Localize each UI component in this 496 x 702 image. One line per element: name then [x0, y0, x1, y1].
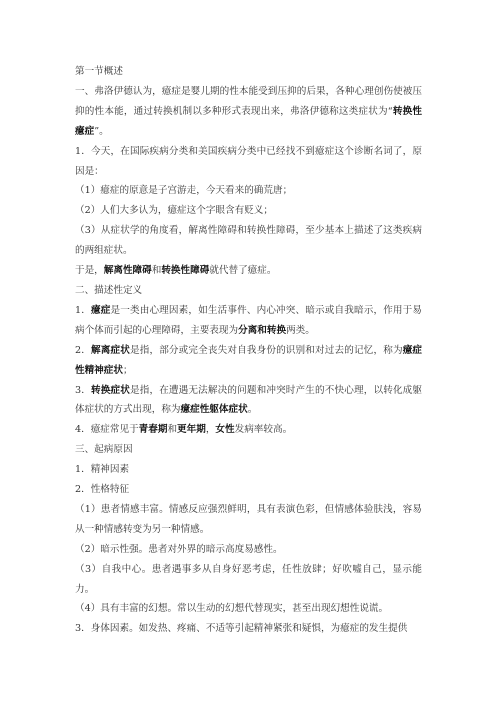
bold-term: 青春期 — [138, 424, 168, 436]
bold-term: 癔症 — [91, 304, 111, 316]
text-run: 3． — [75, 384, 91, 396]
paragraph — [75, 540, 422, 560]
paragraph — [75, 201, 422, 221]
text-run: 两类。 — [286, 324, 315, 336]
bold-term: 转换性癔症 — [75, 105, 423, 137]
text-run: （3）自我中心。患者遇事多从自身好恶考虑，任性放肆；好吹嘘自己，显示能力。 — [75, 563, 422, 595]
paragraph — [75, 619, 422, 639]
paragraph — [75, 599, 422, 619]
paragraph — [75, 480, 422, 500]
text-run: 发病率较高。 — [234, 424, 293, 436]
text-run: （2）人们大多认为，癔症这个字眼含有贬义； — [75, 205, 273, 217]
text-run: 1． — [75, 304, 91, 316]
text-run: 1．今天，在国际疾病分类和美国疾病分类中已经找不到癔症这个诊断名词了，原因是： — [75, 145, 422, 177]
paragraph — [75, 560, 422, 600]
text-run: 是指，在遭遇无法解决的问题和冲突时产生的不快心理，以转化成躯体症状的方式出现，称为 — [75, 384, 423, 416]
paragraph — [75, 142, 422, 182]
document-body — [75, 62, 422, 639]
bold-term: 癔症性精神症状 — [75, 344, 423, 376]
text-run: 于是， — [75, 265, 104, 277]
text-run: ”。 — [94, 125, 109, 137]
bold-term: 解离症状 — [91, 344, 130, 356]
paragraph — [75, 221, 422, 261]
paragraph — [75, 341, 422, 381]
paragraph — [75, 62, 422, 82]
bold-term: 转换性障碍 — [161, 265, 210, 277]
text-run: 。 — [247, 404, 258, 416]
text-run: 和 — [151, 265, 162, 277]
text-run: 2． — [75, 344, 91, 356]
text-run: 2．性格特征 — [75, 484, 130, 496]
text-run: （2）暗示性强。患者对外界的暗示高度易感性。 — [75, 543, 283, 555]
bold-term: 分离和转换 — [238, 324, 287, 336]
text-run: 是指，部分或完全丧失对自我身份的识别和对过去的记忆，称为 — [129, 344, 403, 356]
text-run: （1）癔症的原意是子宫游走，今天看来的确荒唐； — [75, 185, 293, 197]
paragraph — [75, 420, 422, 440]
bold-term: 女性 — [215, 424, 235, 436]
text-run: （1）患者情感丰富。情感反应强烈鲜明，具有表演色彩，但情感体验肤浅，容易从一种情感转变为另一种情感。 — [75, 503, 422, 535]
paragraph — [75, 500, 422, 540]
text-run: 就代替了癔症。 — [209, 265, 277, 277]
paragraph — [75, 281, 422, 301]
text-run: ； — [122, 364, 133, 376]
bold-term: 癔症性躯体症状 — [180, 404, 248, 416]
text-run: 和 — [167, 424, 178, 436]
text-run: （4）具有丰富的幻想。常以生动的幻想代替现实，甚至出现幻想性说谎。 — [75, 603, 389, 615]
text-run: 4．癔症常见于 — [75, 424, 139, 436]
paragraph — [75, 82, 422, 142]
paragraph — [75, 460, 422, 480]
text-run: 3．身体因素。如发热、疼痛、不适等引起精神紧张和疑惧，为癔症的发生提供 — [75, 623, 408, 635]
text-run: （3）从症状学的角度看，解离性障碍和转换性障碍，至少基本上描述了这类疾病的两组症状。 — [75, 225, 422, 257]
paragraph — [75, 440, 422, 460]
paragraph — [75, 301, 422, 341]
text-run: 二、描述性定义 — [75, 284, 143, 296]
paragraph — [75, 261, 422, 281]
paragraph — [75, 181, 422, 201]
text-run: 是一类由心理因素，如生活事件、内心冲突、暗示或自我暗示，作用于易病个体而引起的心理障碍，主要表现为 — [75, 304, 423, 336]
text-run: 一、弗洛伊德认为，癔症是婴儿期的性本能受到压抑的后果，各种心理创伤使被压抑的性本能，通过转换机制以多种形式表现出来，弗洛伊德称这类症状为“ — [75, 85, 422, 117]
bold-term: 更年期 — [177, 424, 206, 436]
text-run: 1．精神因素 — [75, 464, 130, 476]
paragraph — [75, 381, 422, 421]
text-run: ， — [205, 424, 216, 436]
text-run: 第一节概述 — [75, 66, 123, 77]
bold-term: 解离性障碍 — [103, 265, 152, 277]
bold-term: 转换症状 — [91, 384, 130, 396]
text-run: 三、起病原因 — [75, 444, 133, 456]
